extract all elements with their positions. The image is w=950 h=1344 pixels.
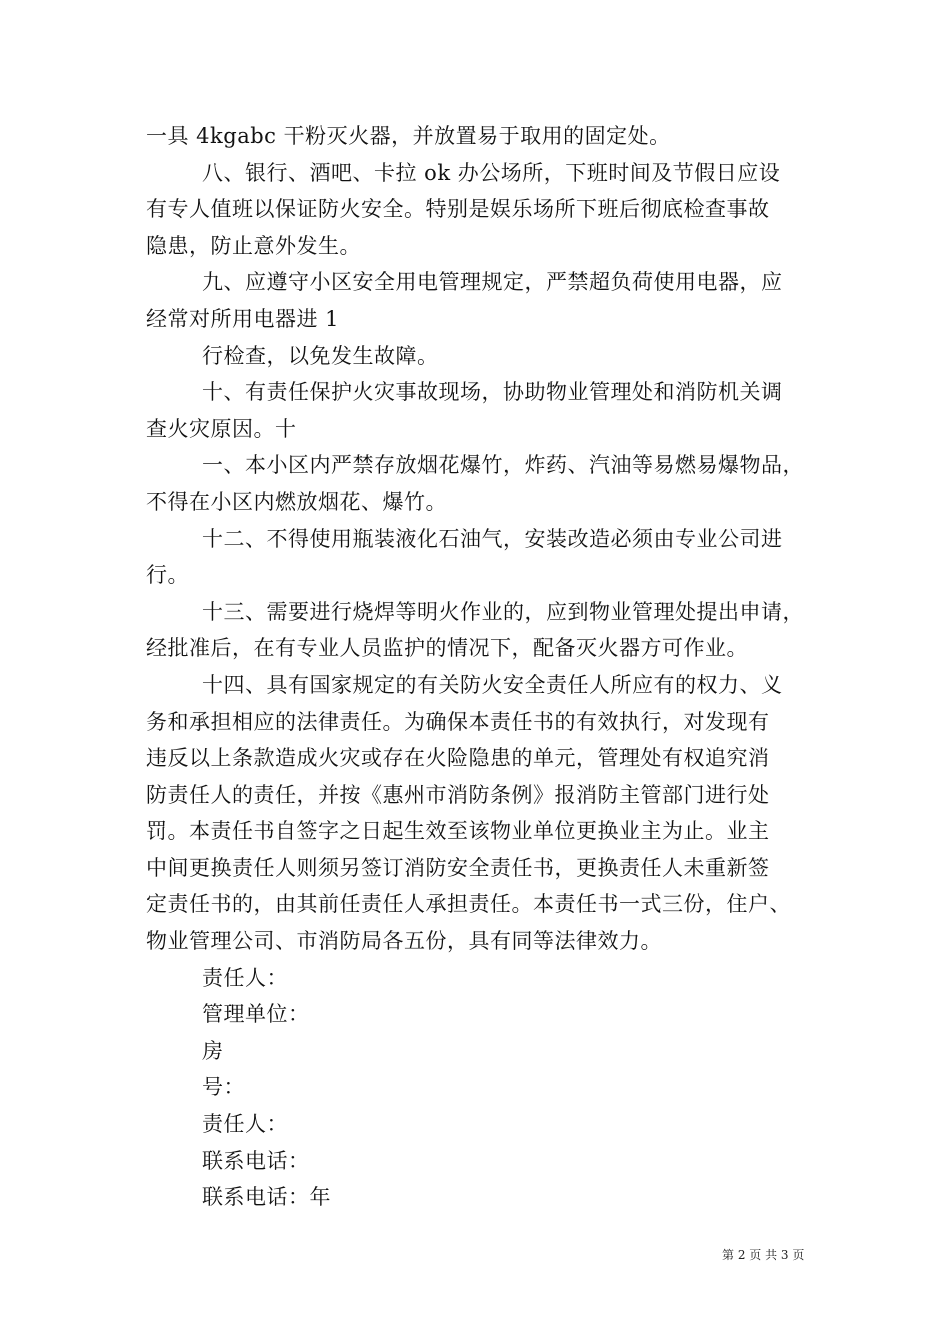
document-line: 罚。本责任书自签字之日起生效至该物业单位更换业主为止。业主 [146,819,770,844]
document-line: 物业管理公司、市消防局各五份，具有同等法律效力。 [146,929,662,954]
document-line: 责任人： [202,1112,288,1137]
document-line: 一具 4kgabc 干粉灭火器，并放置易于取用的固定处。 [146,124,671,148]
document-line: 查火灾原因。十 [146,416,297,441]
document-line: 务和承担相应的法律责任。为确保本责任书的有效执行，对发现有 [146,709,770,734]
document-line: 责任人： [202,965,288,990]
page-number-footer: 第 2 页 共 3 页 [722,1248,805,1262]
document-line: 一、本小区内严禁存放烟花爆竹，炸药、汽油等易燃易爆物品， [202,453,804,478]
document-line: 不得在小区内燃放烟花、爆竹。 [146,489,447,514]
document-body [146,118,816,1216]
document-line: 有专人值班以保证防火安全。特别是娱乐场所下班后彻底检查事故 [146,197,770,222]
document-line: 房 [202,1038,224,1063]
document-line: 号： [202,1075,245,1100]
document-line: 十二、不得使用瓶装液化石油气，安装改造必须由专业公司进 [202,526,783,551]
document-line: 经常对所用电器进 1 [146,306,340,331]
document-line: 经批准后，在有专业人员监护的情况下，配备灭火器方可作业。 [146,636,748,661]
document-line: 十四、具有国家规定的有关防火安全责任人所应有的权力、义 [202,672,783,697]
document-line: 十、有责任保护火灾事故现场，协助物业管理处和消防机关调 [202,380,783,405]
document-line: 行。 [146,563,189,588]
document-line: 管理单位： [202,1002,310,1027]
document-line: 隐患，防止意外发生。 [146,233,361,258]
document-line: 违反以上条款造成火灾或存在火险隐患的单元，管理处有权追究消 [146,746,770,771]
document-line: 十三、需要进行烧焊等明火作业的，应到物业管理处提出申请， [202,599,804,624]
document-line: 八、银行、酒吧、卡拉 ok 办公场所，下班时间及节假日应设 [202,160,781,185]
document-line: 联系电话： [202,1148,310,1173]
document-line: 定责任书的，由其前任责任人承担责任。本责任书一式三份，住户、 [146,892,791,917]
document-line: 中间更换责任人则须另签订消防安全责任书，更换责任人未重新签 [146,855,770,880]
document-line: 联系电话：年 [202,1185,331,1210]
document-line: 九、应遵守小区安全用电管理规定，严禁超负荷使用电器，应 [202,270,783,295]
document-line: 防责任人的责任，并按《惠州市消防条例》报消防主管部门进行处 [146,782,770,807]
document-line: 行检查，以免发生故障。 [202,343,439,368]
